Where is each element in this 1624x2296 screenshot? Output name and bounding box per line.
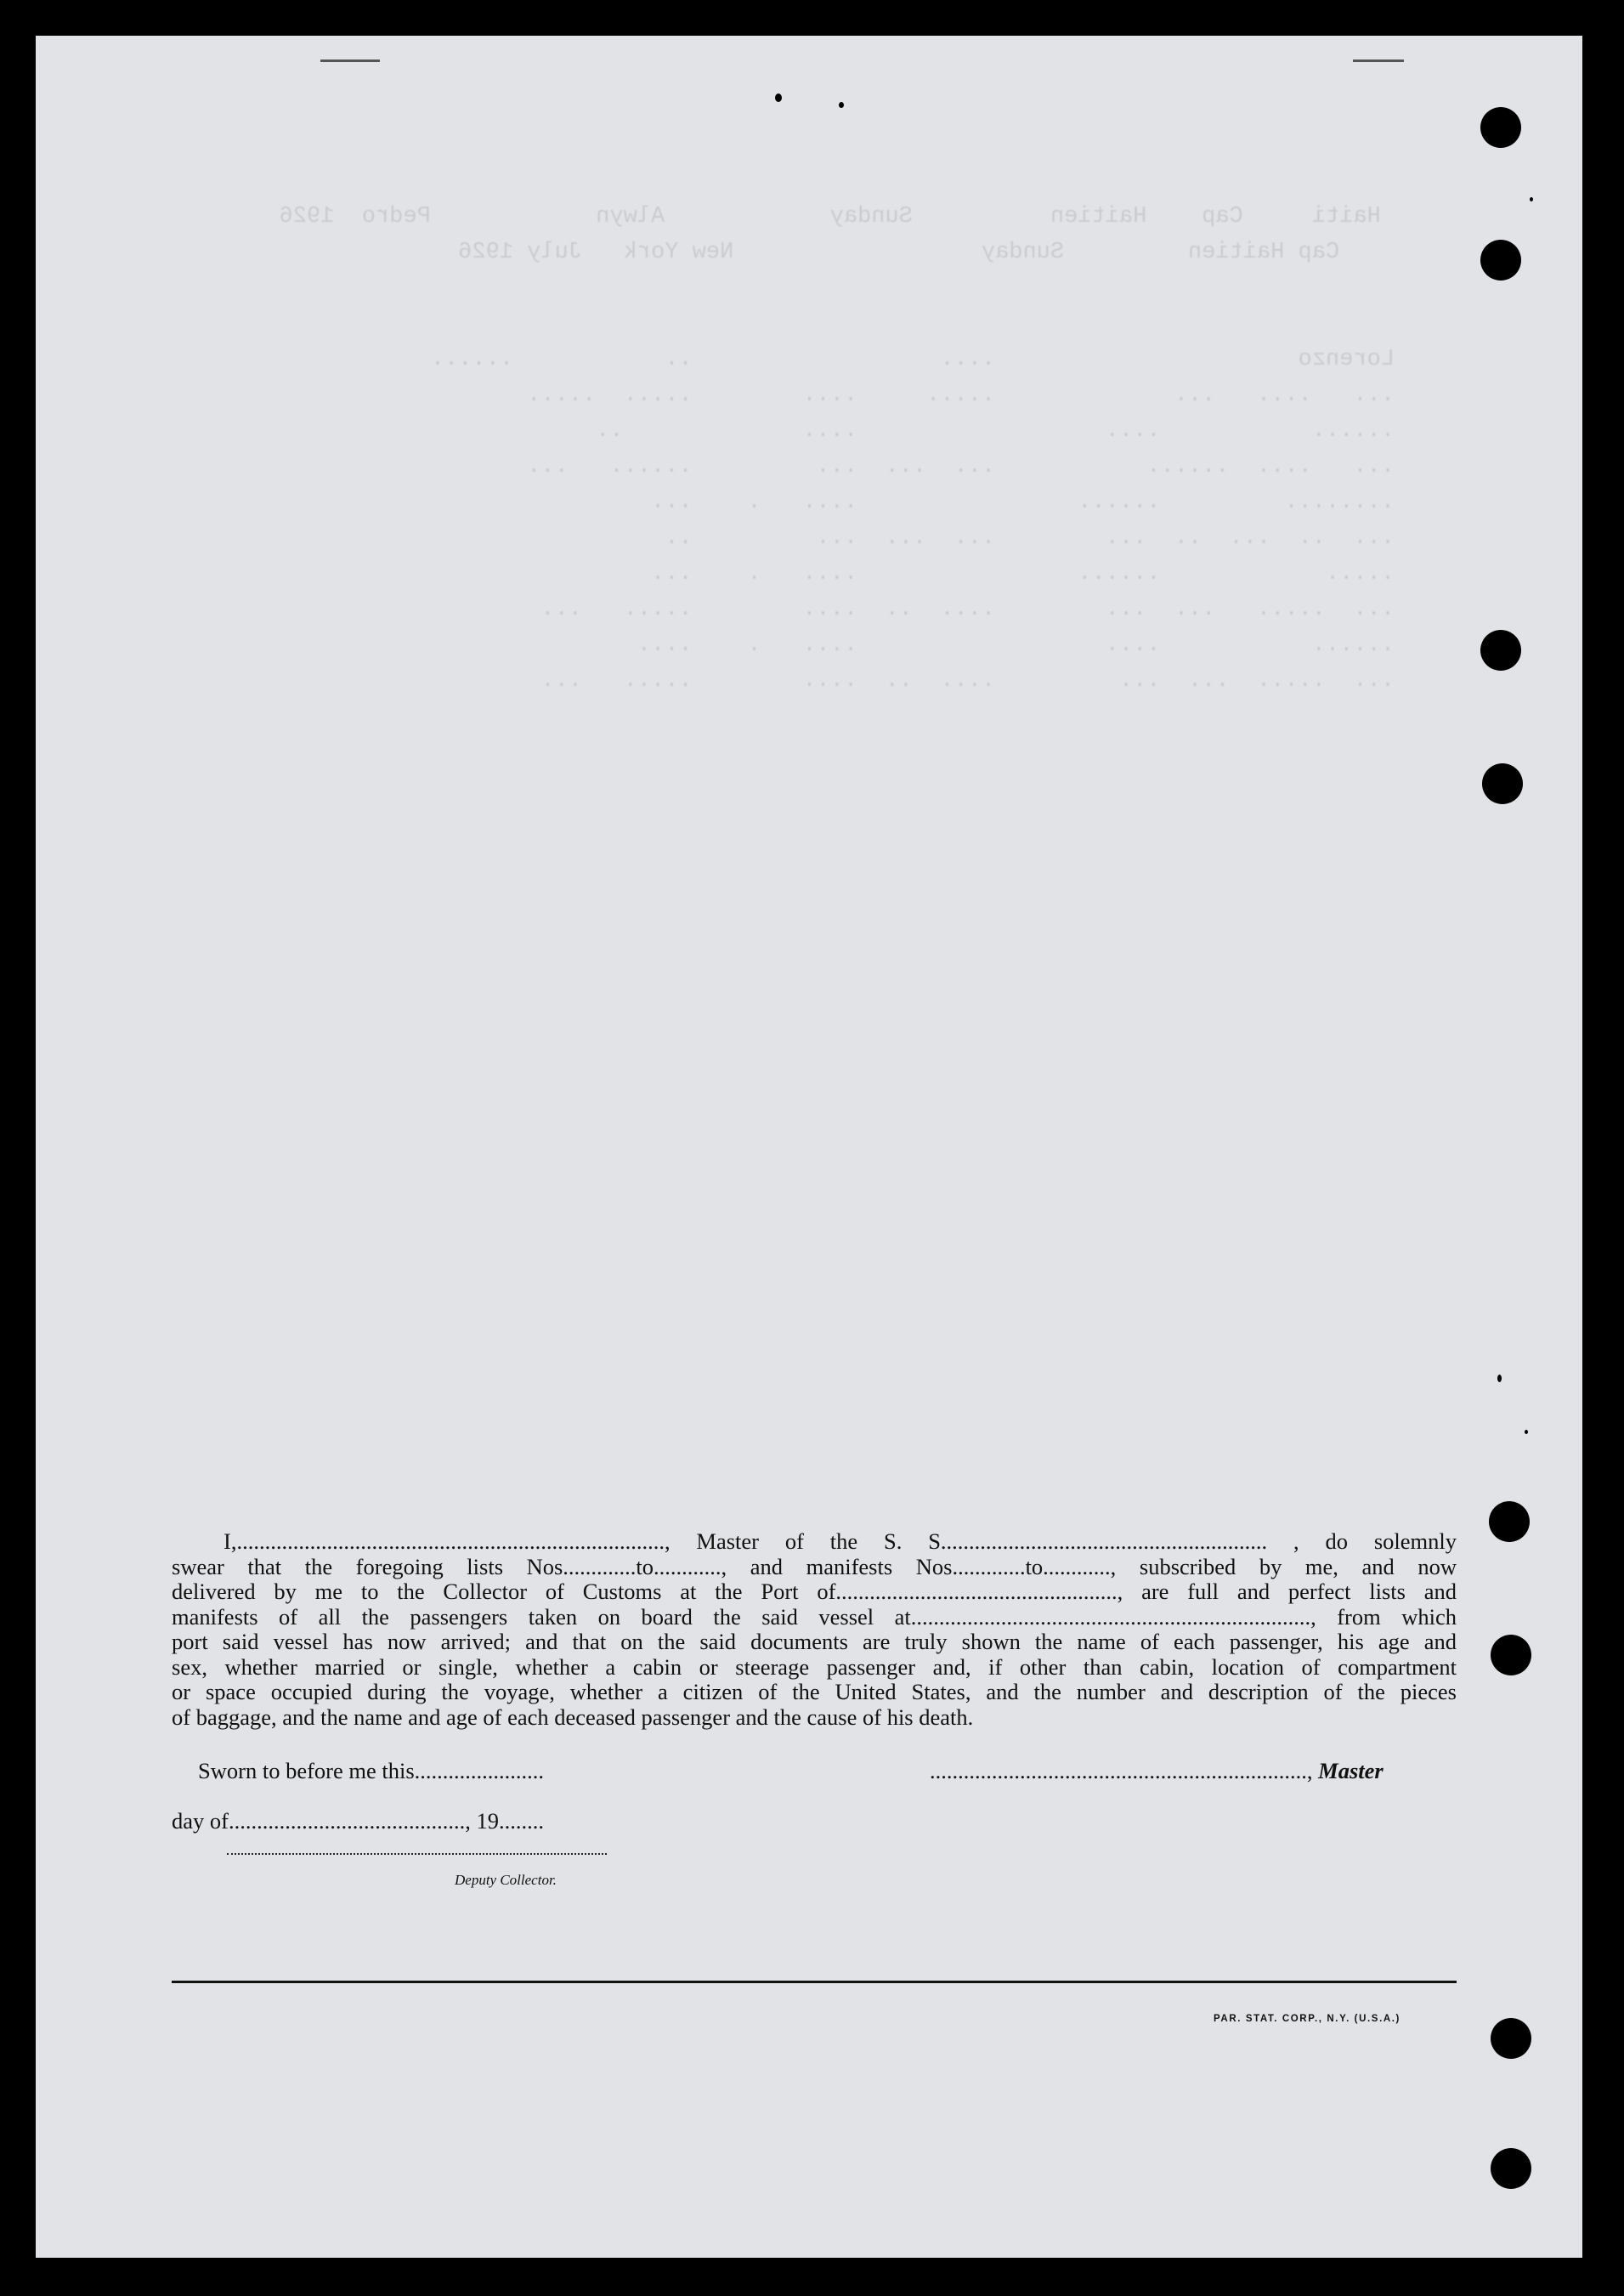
- oath-line: swear that the foregoing lists Nos.............to............, and manifests Nos.............to............, subscribed by me, and now: [172, 1553, 1457, 1579]
- oath-line: sex, whether married or single, whether a cabin or steerage passenger and, if other than cabin, location of compartment: [172, 1653, 1457, 1680]
- scan-mark: [320, 60, 380, 62]
- day-of-line: day of.........................................., 19........: [172, 1808, 544, 1834]
- binder-hole: [1489, 1501, 1530, 1542]
- manifest-page: [36, 36, 1582, 2258]
- printer-imprint: PAR. STAT. CORP., N.Y. (U.S.A.): [1214, 2014, 1400, 2024]
- oath-line: of baggage, and the name and age of each deceased passenger and the cause of his death.: [172, 1704, 974, 1730]
- deputy-collector-signature-line: [227, 1853, 607, 1855]
- scan-mark: [1353, 60, 1404, 62]
- bleed-through-typing: Haiti Cap Haitien Sunday Alwyn Pedro 1926 Cap Haitien Sunday New York July 1926 Lorenzo .... .. ...... ... .... ... ..... .... ..... ..... ...... .... .... .. ... .... ...... ... ... ... ...... ... ........ ...... .... . ... ... .. ... .. ... ... ... ... .. ..... ...... .... . ... ... ..... ... ... .... .. .... ..... ... ...... .... .... . .... ... ..... ... ... .... .. .... ..... ...: [279, 204, 1395, 694]
- master-label: Master: [1318, 1758, 1384, 1783]
- binder-hole: [1491, 2148, 1531, 2189]
- scan-speck: [1530, 197, 1533, 201]
- oath-line: I,............................................................................, Master of the S. S.......................................................... , do solemnly: [224, 1528, 1457, 1554]
- scan-speck: [1525, 1430, 1528, 1434]
- scan-speck: [1497, 1375, 1502, 1382]
- oath-line: port said vessel has now arrived; and that on the said documents are truly shown the name of each passenger, his age and: [172, 1629, 1457, 1654]
- oath-line: manifests of all the passengers taken on board the said vessel at......................................................................., from which: [172, 1603, 1457, 1630]
- master-oath: [172, 1529, 1457, 1730]
- binder-hole: [1480, 630, 1521, 671]
- binder-hole: [1480, 107, 1521, 148]
- sworn-line: Sworn to before me this.......................: [198, 1758, 545, 1783]
- master-signature-dots: ...................................................................,: [930, 1758, 1319, 1783]
- scan-speck: [839, 102, 844, 108]
- oath-line: delivered by me to the Collector of Customs at the Port of.................................................., are full and perfect lists and: [172, 1579, 1457, 1604]
- binder-hole: [1482, 763, 1523, 804]
- binder-hole: [1491, 2018, 1531, 2059]
- binder-hole: [1491, 1635, 1531, 1675]
- master-signature-line: [930, 1758, 1384, 1784]
- oath-line: or space occupied during the voyage, whether a citizen of the United States, and the number and description of the pieces: [172, 1679, 1457, 1704]
- footer-rule: [172, 1981, 1457, 1983]
- scan-speck: [775, 94, 782, 102]
- binder-hole: [1480, 240, 1521, 281]
- deputy-collector-label: Deputy Collector.: [455, 1872, 557, 1888]
